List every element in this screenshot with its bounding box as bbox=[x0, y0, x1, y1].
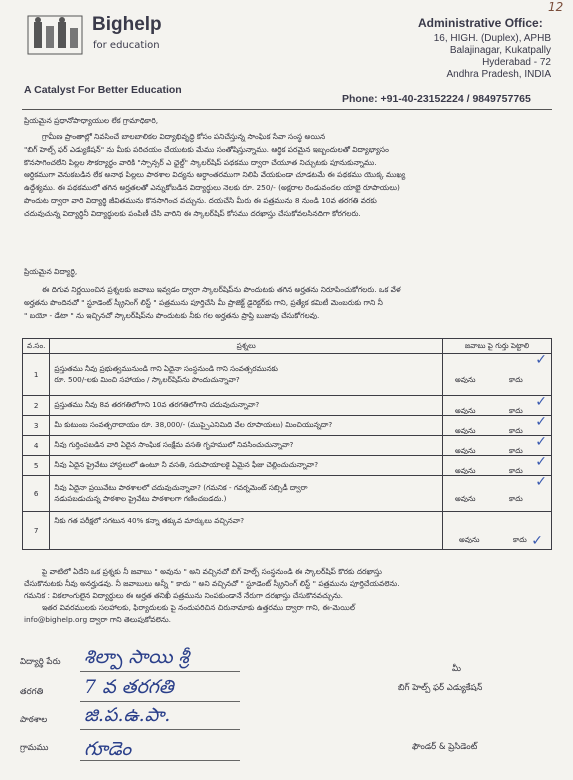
checkmark-icon: ✓ bbox=[535, 352, 547, 368]
question-line: మీ కుటుంబ సంవత్సరాదాయం రూ. 38,000/- (ముప్పైఎనిమిది వేల రూపాయలు) మించియున్నదా? bbox=[54, 420, 333, 429]
row-number: 6 bbox=[23, 476, 50, 512]
answer-cell[interactable] bbox=[443, 396, 552, 416]
checkmark-icon: ✓ bbox=[535, 454, 547, 470]
paragraph-line: చదువుచున్న విద్యార్థినీ విద్యార్థులకు పంపిణీ చేసి వారిని ఈ స్కాలర్‌షిప్ కోసము దరఖాస్తు చేసుకోవలసినదిగా కోరగలరు. bbox=[24, 208, 361, 218]
no-option[interactable]: కాదు bbox=[509, 425, 523, 435]
column-header: వ.సం. bbox=[23, 339, 50, 354]
paragraph-line: ఉద్దేశ్యము. ఈ పథకములో తగిన అర్హతలతో ఎన్నుకోబడిన విద్యార్థులు నెలకు రూ. 250/- (అక్షరాల రెండువందల యాభై రూపాయలు) bbox=[24, 183, 400, 193]
field-underline bbox=[80, 760, 240, 761]
answer-cell[interactable] bbox=[443, 512, 552, 550]
footer-notes bbox=[24, 566, 554, 626]
answer-cell[interactable] bbox=[443, 436, 552, 456]
footer-line: info@bighelp.org ద్వారా గాని తెలుపుకోవలెను. bbox=[24, 615, 171, 624]
eligibility-table bbox=[22, 338, 552, 550]
row-number: 4 bbox=[23, 436, 50, 456]
no-option[interactable]: కాదు bbox=[509, 374, 523, 384]
signature-role: ఫౌండర్ & ప్రెసిడెంట్ bbox=[412, 742, 478, 752]
answer-cell[interactable] bbox=[443, 416, 552, 436]
paragraph-line: పొందుట ద్వారా వారి విద్యార్థి జీవితమును కొనసాగించ వచ్చును. దయచేసి మీరు ఈ పత్రమును 8 నుండి 10వ తరగతి వరకు bbox=[24, 195, 377, 205]
question-cell bbox=[50, 512, 443, 550]
paragraph-line: ఆర్థికముగా వెనుకబడిన లేక అనాథ పిల్లలు పాఠశాల విద్యను అర్ధాంతరముగా నిలిపి వేయకుండా చూడటమే ఈ పథకము యొక్క ముఖ్య bbox=[24, 170, 406, 180]
checkmark-icon: ✓ bbox=[531, 533, 543, 549]
yes-option[interactable]: అవును bbox=[455, 493, 476, 503]
no-option[interactable]: కాదు bbox=[513, 535, 527, 544]
paragraph-line: కొనసాగించలేని పిల్లల సౌకర్యార్థం వారికి "స్పాన్సర్ ఎ ఛైల్డ్" స్కాలర్‌షిప్ పథకము ద్వారా చేయూత నిచ్చుటకు పూనుకున్నాము. bbox=[24, 157, 377, 167]
field-label-class: తరగతి bbox=[20, 687, 44, 697]
student-salutation: ప్రియమైన విద్యార్థి, bbox=[24, 267, 78, 276]
village-value[interactable]: గూడెం bbox=[84, 738, 132, 760]
address-line: Hyderabad - 72 bbox=[482, 57, 551, 68]
yes-option[interactable]: అవును bbox=[455, 445, 476, 455]
table-row bbox=[23, 416, 552, 436]
field-underline bbox=[80, 729, 240, 730]
footer-line: ఇతర వివరములకు సలహాలకు, ఫిర్యాదులకు పై నందుపరిచిన చిరునామాకు ఉత్తరము ద్వారా గాని, ఈ-మెయిల్ bbox=[42, 603, 355, 612]
no-option[interactable]: కాదు bbox=[509, 465, 523, 475]
no-option[interactable]: కాదు bbox=[509, 445, 523, 455]
paragraph-line: " బయో - డేటా " ను ఇచ్చినచో స్కాలర్‌షిప్‌ను పొందుటకు నీకు గల అర్హతను ప్రాప్తి బుజువు చేసుకోగలవు. bbox=[24, 310, 320, 320]
table-row bbox=[23, 512, 552, 550]
signature-closing: మీ bbox=[452, 664, 461, 674]
table-row bbox=[23, 456, 552, 476]
question-line: నీకు గత పరీక్షలో సగటున 40% కన్నా తక్కువ మార్కులు వచ్చినవా? bbox=[54, 516, 245, 525]
question-cell bbox=[50, 456, 443, 476]
question-line: నీవు ఏదైన ప్రైవేటు హాస్టలులో ఉంటూ నీ వసతి, సదుపాయాలకై ఏమైన ఫీజు చెల్లించుచున్నావా? bbox=[54, 460, 319, 469]
field-label-school: పాఠశాల bbox=[20, 715, 48, 725]
checkmark-icon: ✓ bbox=[535, 414, 547, 430]
table-row bbox=[23, 354, 552, 396]
question-line: రూ. 500/-లకు మించి సహాయం / స్కాలర్‌షిప్‌ను పొందుచున్నావా? bbox=[54, 374, 240, 384]
no-option[interactable]: కాదు bbox=[509, 405, 523, 415]
row-number: 1 bbox=[23, 354, 50, 396]
student-name-value[interactable]: శిల్పా సాయి శ్రీ bbox=[84, 646, 189, 668]
yes-option[interactable]: అవును bbox=[455, 405, 476, 415]
class-value[interactable]: 7 వ తరగతి bbox=[84, 676, 174, 698]
checkmark-icon: ✓ bbox=[535, 434, 547, 450]
bighelp-logo-icon bbox=[26, 14, 84, 56]
question-line: నీవు గుర్తింపబడిన వారి ఏదైన సాంఘిక సంక్షేమ వసతి గృహములో నివసించుచున్నావా? bbox=[54, 440, 294, 449]
salutation: ప్రియమైన ప్రధానోపాధ్యాయుల లేక గ్రామాధికారి, bbox=[24, 116, 159, 125]
checkmark-icon: ✓ bbox=[535, 474, 547, 490]
footer-line: గమనిక : వికలాంగులైన విద్యార్థులు ఈ అర్హత తనిఖీ పత్రమును నింపకుండానే నేరుగా దరఖాస్తు చేసుకొనవచ్చును. bbox=[24, 591, 343, 600]
phone-number: Phone: +91-40-23152224 / 9849757765 bbox=[342, 93, 531, 105]
row-number: 7 bbox=[23, 512, 50, 550]
signature-org: బిగ్ హెల్ప్ ఫర్ ఎడ్యుకేషన్ bbox=[398, 683, 483, 693]
question-line: ప్రస్తుతము నీవు ప్రభుత్వమునుండి గాని ఏదైనా సంస్థనుండి గాని సంవత్సరమునకు bbox=[54, 363, 278, 373]
column-header: జవాబు పై గుర్తు పెట్టాలి bbox=[443, 339, 552, 354]
question-cell bbox=[50, 354, 443, 396]
paragraph-line: ఈ దిగువ నిర్ణయించిన ప్రశ్నలకు జవాబు ఇవ్వడం ద్వారా స్కాలర్‌షిప్‌ను పొందుటకు తగిన అర్హతను నిరూపించుకోగలరు. ఒక వేళ bbox=[42, 285, 401, 294]
yes-option[interactable]: అవును bbox=[455, 374, 476, 384]
tagline: A Catalyst For Better Education bbox=[24, 84, 182, 96]
paragraph-line: గ్రామీణ ప్రాంతాల్లో నివసించే బాలబాలికల విద్యాభివృద్ధి కోసం పనిచేస్తున్న సాంఘిక సేవా సంస్థ అయిన bbox=[42, 132, 326, 141]
office-title: Administrative Office: bbox=[418, 16, 543, 30]
question-cell bbox=[50, 476, 443, 512]
question-line: నీవు ఏదైనా ప్రయివేటు పాఠశాలలో చదువుచున్నావా? (గమనిక - గవర్నమెంట్ సబ్సిడీ ద్వారా bbox=[54, 482, 308, 492]
paragraph-line: "బిగ్ హెల్ప్ ఫర్ ఎడ్యుకేషన్" ను మీకు పరిచయం చేయుటకు మేము సంతోషిస్తున్నాము. ఆర్థిక పరమైన ఇబ్బందులతో విద్యాభ్యాసం bbox=[24, 144, 389, 154]
school-value[interactable]: జి.ప.ఉ.పా. bbox=[84, 704, 171, 726]
yes-option[interactable]: అవును bbox=[459, 535, 480, 544]
question-cell bbox=[50, 436, 443, 456]
paragraph-line: అర్హతను పొందినచో " స్టూడెంట్ స్క్రీనింగ్ లిస్ట్ " పత్రమును పూర్తిచేసి మీ ప్రాజెక్ట్ డైరెక్టర్‌కు గాని, ప్రత్యేక కమిటీ మెంబరుకు గాని నీ bbox=[24, 297, 383, 307]
yes-option[interactable]: అవును bbox=[455, 465, 476, 475]
yes-option[interactable]: అవును bbox=[455, 425, 476, 435]
checkmark-icon: ✓ bbox=[535, 394, 547, 410]
field-underline bbox=[80, 701, 240, 702]
question-cell bbox=[50, 416, 443, 436]
row-number: 3 bbox=[23, 416, 50, 436]
instructions-paragraph bbox=[24, 284, 554, 322]
header-divider bbox=[22, 109, 552, 110]
table-header-row bbox=[23, 339, 552, 354]
table-row bbox=[23, 396, 552, 416]
page-number: 12 bbox=[548, 0, 564, 14]
row-number: 5 bbox=[23, 456, 50, 476]
address-line: Andhra Pradesh, INDIA bbox=[446, 69, 551, 80]
brand-name: Bighelp bbox=[92, 14, 162, 35]
answer-cell[interactable] bbox=[443, 456, 552, 476]
address-line: Balajinagar, Kukatpally bbox=[449, 45, 551, 56]
field-underline bbox=[80, 671, 240, 672]
no-option[interactable]: కాదు bbox=[509, 493, 523, 503]
answer-cell[interactable] bbox=[443, 476, 552, 512]
address-line: 16, HIGH. (Duplex), APHB bbox=[433, 33, 551, 44]
question-cell bbox=[50, 396, 443, 416]
question-line: నడుపబడుచున్న పాఠశాల ప్రైవేటు పాఠశాలగా గణించబడదు.) bbox=[54, 493, 227, 503]
row-number: 2 bbox=[23, 396, 50, 416]
footer-line: చేసుకొనుటకు నీవు అనర్హుడవు. నీ జవాబులు అన్నీ " కాదు " అని వచ్చినచో " స్టూడెంట్ స్క్రీనింగ్ లిస్ట్ " పత్రమును పూర్తిచేయవలెను. bbox=[24, 579, 400, 588]
answer-cell[interactable] bbox=[443, 354, 552, 396]
brand-subtitle: for education bbox=[93, 40, 160, 51]
column-header: ప్రశ్నలు bbox=[50, 339, 443, 354]
table-row bbox=[23, 476, 552, 512]
intro-paragraph bbox=[24, 131, 554, 221]
field-label-student-name: విద్యార్థి పేరు bbox=[20, 657, 61, 667]
table-row bbox=[23, 436, 552, 456]
footer-line: పై వాటిలో ఏదేని ఒక ప్రశ్నకు నీ జవాబు " అవును " అని వచ్చినచో బిగ్ హెల్ప్ సంస్థనుండి ఈ స్కాలర్‌షిప్ కొరకు దరఖాస్తు bbox=[42, 567, 382, 576]
question-line: ప్రస్తుతము నీవు 8వ తరగతిలోగాని 10వ తరగతిలోగాని చదువుచున్నావా? bbox=[54, 400, 260, 409]
field-label-village: గ్రామము bbox=[20, 743, 49, 753]
